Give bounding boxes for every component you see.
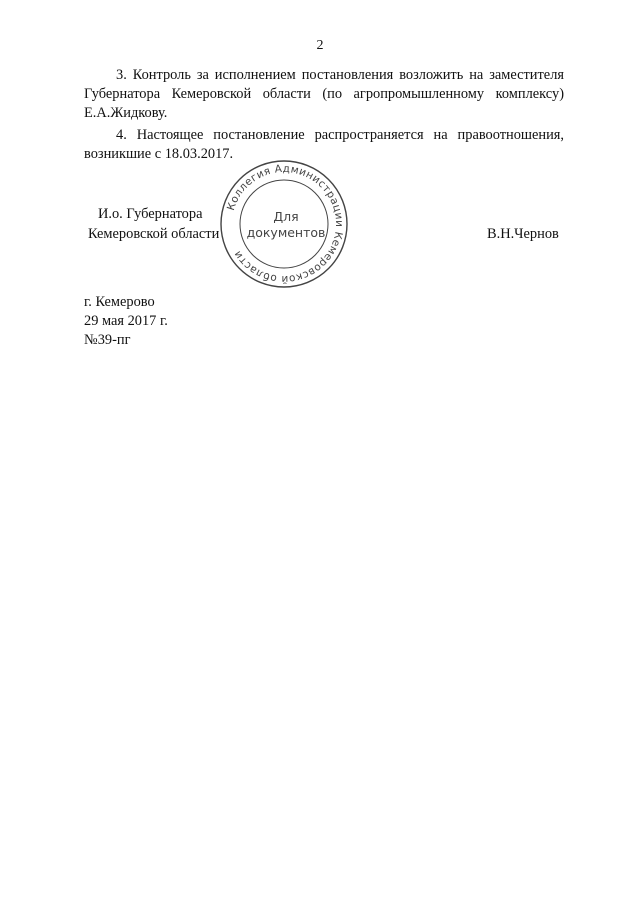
footer-document-number: №39-пг: [84, 332, 131, 348]
paragraph-effective-date: 4. Настоящее постановление распространяется на правоотношения, возникшие с 18.03.2017.: [84, 127, 564, 162]
paragraph-control: 3. Контроль за исполнением постановления возложить на заместителя Губернатора Кемеровской области (по агропромышленному комплексу) Е.А.Жидкову.: [84, 67, 564, 121]
stamp-center-line1: Для: [273, 209, 299, 224]
document-footer: [84, 293, 168, 350]
official-stamp: [218, 158, 350, 290]
footer-date: 29 мая 2017 г.: [84, 313, 168, 329]
signatory-title-line2: Кемеровской области: [88, 226, 220, 242]
stamp-ring-text: Коллегия Администрации Кемеровской области: [224, 162, 346, 286]
stamp-center-line2: документов: [246, 225, 326, 240]
signatory-title-line1: И.о. Губернатора: [98, 206, 203, 222]
footer-city: г. Кемерово: [84, 294, 155, 310]
stamp-inner-ring: [240, 180, 328, 268]
page-number: 2: [316, 38, 324, 53]
signatory-name: В.Н.Чернов: [487, 226, 559, 242]
